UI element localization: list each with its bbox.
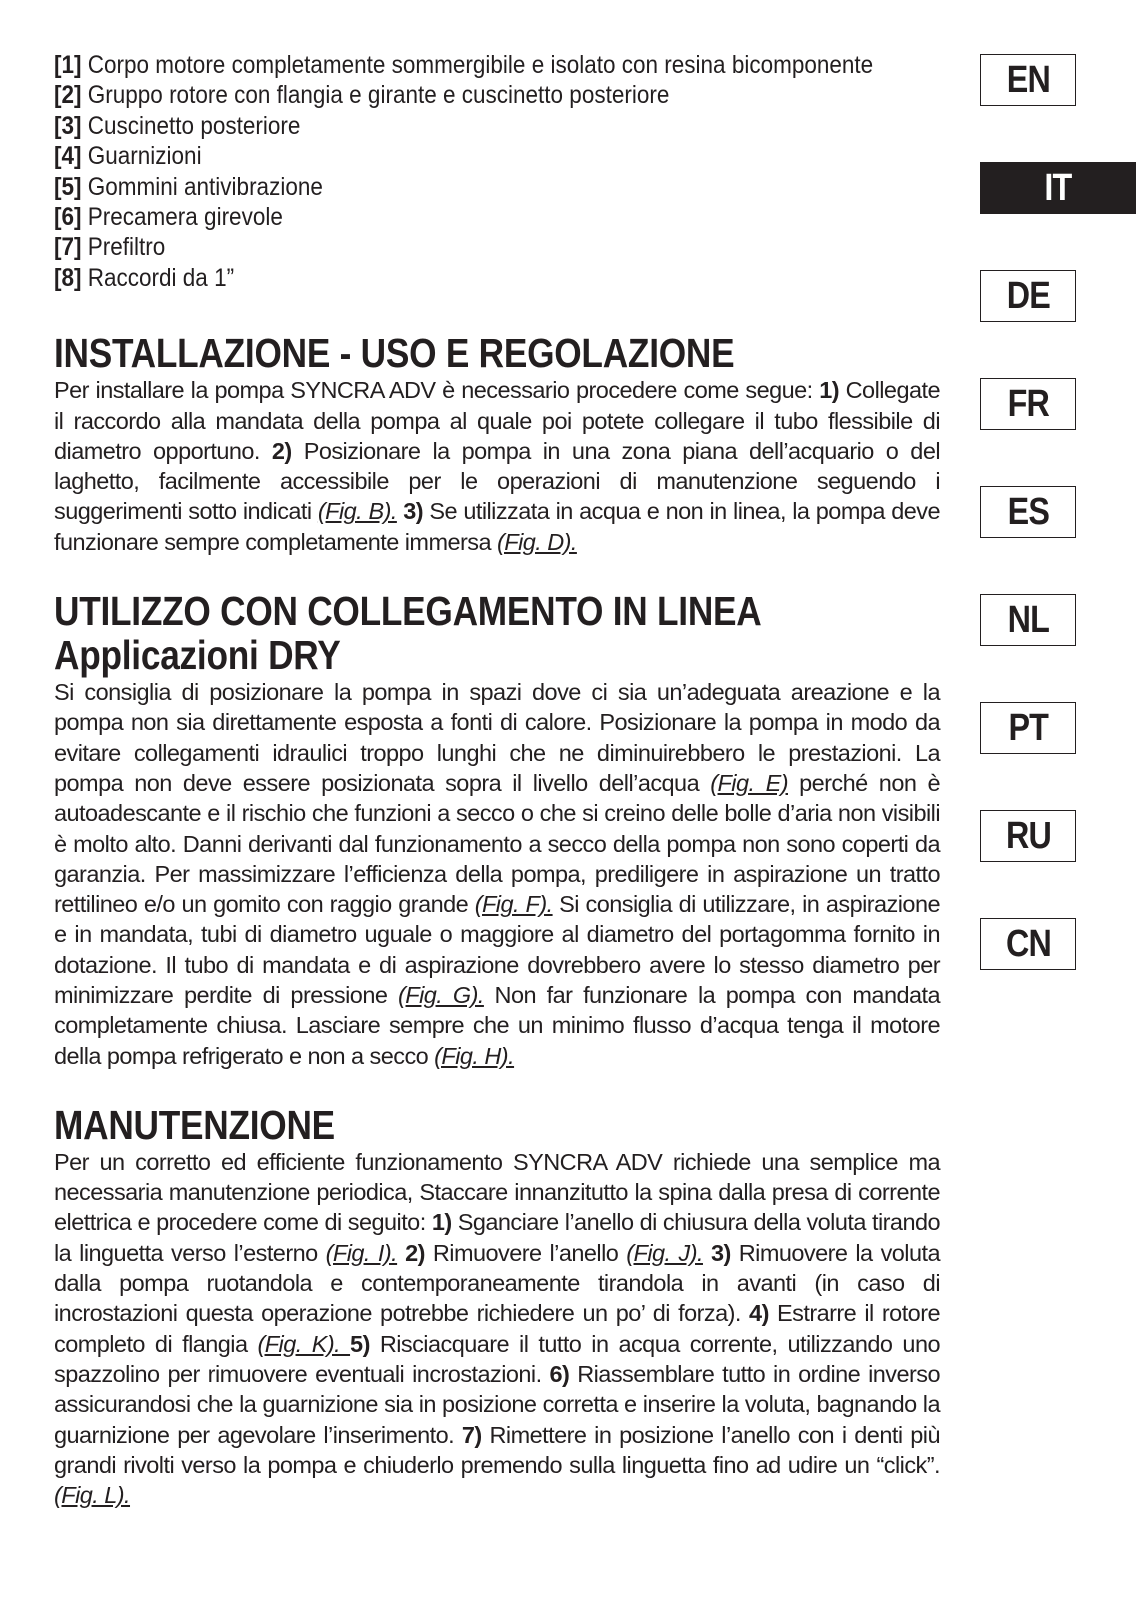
- installation-section: [54, 331, 940, 557]
- inline-connection-paragraph: [54, 677, 940, 1071]
- language-tab-label: EN: [1006, 58, 1050, 101]
- language-tab-label: NL: [1007, 598, 1049, 641]
- part-description: Guarnizioni: [87, 142, 202, 171]
- language-tab-label: RU: [1005, 814, 1051, 857]
- step-number: 1): [819, 377, 840, 404]
- language-tab-ru[interactable]: [980, 810, 1076, 862]
- parts-list: [54, 50, 940, 293]
- part-number: [1]: [54, 51, 82, 79]
- part-description: Prefiltro: [87, 233, 166, 262]
- maintenance-section: [54, 1103, 940, 1511]
- step-number: 2): [397, 1239, 425, 1266]
- language-tab-de[interactable]: [980, 270, 1076, 322]
- text-run: Se utilizzata in acqua e non in linea, la pompa deve funzionare sempre completamente immersa: [54, 498, 940, 555]
- text-run: Non far funzionare la pompa con mandata completamente chiusa. Lasciare sempre che un minimo flusso d’acqua tenga il motore della pompa refrigerato e non a secco: [54, 982, 941, 1069]
- part-description: Precamera girevole: [87, 203, 283, 232]
- step-number: 4): [749, 1300, 769, 1327]
- manual-page-content: [54, 50, 940, 1510]
- text-run: perché non è autoadescante e il rischio che funzioni a secco o che si creino delle bolle d’aria non visibili è molto alto. Danni derivanti dal funzionamento a secco della pompa non sono coperti da garanzia. Per massimizzare l’efficienza della pompa, prediligere in aspirazione un tratto rettilineo e/o un gomito con raggio grande: [54, 769, 940, 918]
- text-run: Per un corretto ed efficiente funzionamento SYNCRA ADV richiede una semplice ma necessaria manutenzione periodica, Staccare innanzitutto la spina dalla presa di corrente elettrica e procedere come di seguito:: [54, 1148, 940, 1236]
- part-number: [5]: [54, 172, 82, 201]
- figure-reference: (Fig. D).: [496, 528, 577, 555]
- installation-heading: INSTALLAZIONE - USO E REGOLAZIONE: [54, 330, 735, 377]
- step-number: 6): [549, 1360, 570, 1387]
- inline-connection-heading: UTILIZZO CON COLLEGAMENTO IN LINEA: [54, 588, 762, 635]
- part-description: Gruppo rotore con flangia e girante e cuscinetto posteriore: [87, 81, 670, 110]
- list-item: [54, 263, 851, 293]
- dry-applications-subheading: Applicazioni DRY: [54, 632, 341, 679]
- part-number: [6]: [54, 203, 82, 232]
- text-run: Si consiglia di posizionare la pompa in spazi dove ci sia un’adeguata areazione e la pompa non sia direttamente esposta a fonti di calore. Posizionare la pompa in modo da evitare collegamenti idraulici troppo lunghi che ne diminuirebbero le prestazioni. La pompa non deve essere posizionata sopra il livello dell’acqua: [54, 679, 940, 796]
- list-item: [54, 50, 874, 80]
- figure-reference: (Fig. E): [710, 769, 788, 796]
- step-number: 5): [350, 1330, 370, 1357]
- part-number: [2]: [54, 81, 82, 110]
- text-run: Posizionare la pompa in una zona piana dell’acquario o del laghetto, facilmente accessibile per le operazioni di manutenzione seguendo i suggerimenti sotto indicati: [54, 437, 941, 525]
- language-tab-label: ES: [1007, 490, 1049, 533]
- list-item: [54, 141, 851, 171]
- text-run: Si consiglia di utilizzare, in aspirazione e in mandata, tubi di diametro uguale o maggiore al diametro del portagomma fornito in dotazione. Il tubo di mandata e di aspirazione dovrebbero avere lo stesso diametro per minimizzare perdite di pressione: [54, 891, 940, 1008]
- figure-reference: (Fig. G).: [398, 982, 484, 1008]
- list-item: [54, 172, 851, 202]
- part-description: Corpo motore completamente sommergibile e isolato con resina bicomponente: [87, 51, 874, 79]
- inline-connection-section: [54, 589, 940, 1071]
- language-tab-label: PT: [1008, 706, 1048, 749]
- list-item: [54, 80, 851, 110]
- language-tab-label: CN: [1005, 922, 1051, 965]
- list-item: [54, 232, 851, 262]
- figure-reference: (Fig. L).: [54, 1482, 131, 1509]
- figure-reference: (Fig. B).: [317, 498, 397, 525]
- language-tab-cn[interactable]: [980, 918, 1076, 970]
- language-tab-pt[interactable]: [980, 702, 1076, 754]
- figure-reference: (Fig. K).: [257, 1330, 351, 1357]
- figure-reference: (Fig. I).: [325, 1239, 398, 1266]
- maintenance-heading: MANUTENZIONE: [54, 1101, 335, 1148]
- text-run: Rimuovere l’anello: [424, 1239, 627, 1266]
- part-number: [4]: [54, 142, 82, 171]
- part-description: Gommini antivibrazione: [87, 172, 323, 201]
- language-tab-fr[interactable]: [980, 378, 1076, 430]
- list-item: [54, 111, 851, 141]
- part-description: Raccordi da 1”: [87, 263, 235, 292]
- part-number: [8]: [54, 263, 82, 292]
- list-item: [54, 202, 851, 232]
- part-number: [3]: [54, 111, 82, 140]
- maintenance-paragraph: [54, 1147, 940, 1511]
- text-run: Risciacquare il tutto in acqua corrente, utilizzando uno spazzolino per rimuovere eventuali incrostazioni.: [54, 1330, 940, 1387]
- language-tab-en[interactable]: [980, 54, 1076, 106]
- figure-reference: (Fig. J).: [626, 1239, 703, 1266]
- step-number: 7): [461, 1421, 482, 1448]
- language-tab-nl[interactable]: [980, 594, 1076, 646]
- text-run: Rimettere in posizione l’anello con i denti più grandi rivolti verso la pompa e chiuderlo premendo sulla linguetta fino ad udire un “click”.: [54, 1421, 940, 1478]
- step-number: 1): [431, 1209, 452, 1236]
- figure-reference: (Fig. H).: [434, 1042, 515, 1069]
- text-run: Rimuovere la voluta dalla pompa ruotandola e contemporaneamente tirandola in avanti (in caso di incrostazioni questa operazione potrebbe richiedere un po’ di forza).: [54, 1239, 940, 1327]
- language-tab-label: FR: [1007, 382, 1049, 425]
- language-tab-it[interactable]: [980, 162, 1136, 214]
- part-description: Cuscinetto posteriore: [87, 111, 301, 140]
- text-run: Estrarre il rotore completo di flangia: [54, 1300, 940, 1357]
- language-tab-label: IT: [1044, 166, 1072, 209]
- installation-paragraph: [54, 375, 940, 557]
- text-run: Per installare la pompa SYNCRA ADV è necessario procedere come segue:: [54, 377, 820, 404]
- part-number: [7]: [54, 233, 82, 262]
- step-number: 3): [702, 1239, 731, 1266]
- text-run: Riassemblare tutto in ordine inverso assicurandosi che la guarnizione sia in posizione corretta e inserire la voluta, bagnando la guarnizione per agevolare l’inserimento.: [54, 1360, 941, 1448]
- step-number: 2): [271, 437, 292, 464]
- text-run: Collegate il raccordo alla mandata della pompa al quale poi potete collegare il tubo flessibile di diametro opportuno.: [54, 377, 940, 464]
- language-tab-es[interactable]: [980, 486, 1076, 538]
- step-number: 3): [396, 498, 424, 525]
- text-run: Sganciare l’anello di chiusura della voluta tirando la linguetta verso l’esterno: [54, 1209, 940, 1266]
- language-tab-label: DE: [1006, 274, 1050, 317]
- figure-reference: (Fig. F).: [474, 891, 553, 918]
